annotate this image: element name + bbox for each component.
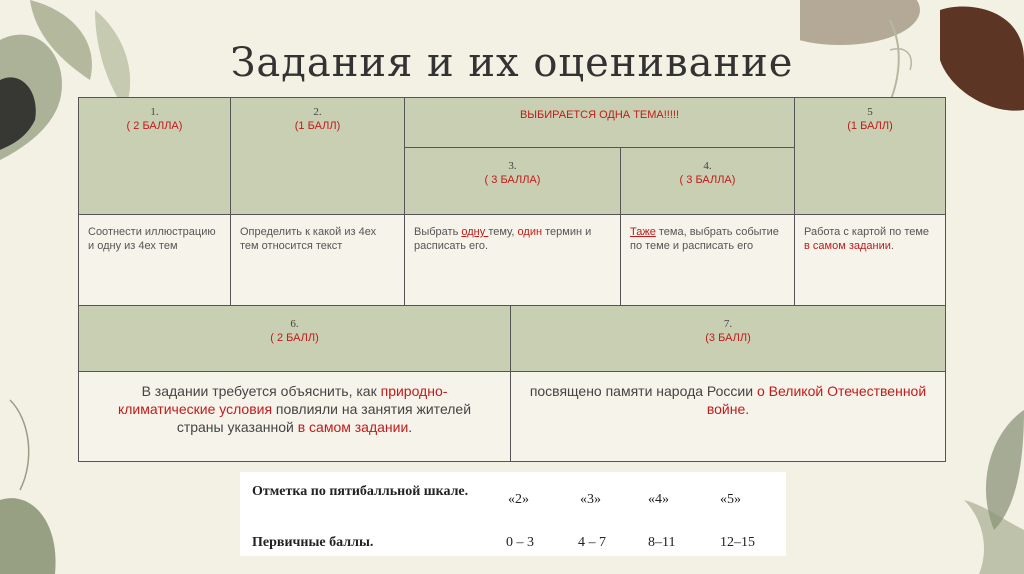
task-1-number: 1.: [150, 106, 159, 118]
grade-2: «2»: [508, 492, 529, 507]
grading-scale-table: [240, 472, 786, 556]
task-3-points: ( 3 БАЛЛА): [484, 174, 541, 186]
task-2-header: [230, 97, 405, 215]
task-3-desc-highlight: одну: [461, 226, 489, 238]
grade-row-label: Отметка по пятибалльной шкале.: [252, 484, 469, 499]
task-1-points: ( 2 БАЛЛА): [126, 120, 183, 132]
task-6-desc-highlight: в самом задании: [297, 419, 409, 435]
task-4-desc-highlight: Таже: [630, 226, 656, 238]
task-6-desc-part: В задании требуется объяснить, как: [141, 383, 381, 399]
task-6-desc-part: .: [408, 419, 413, 435]
task-5-header: [794, 97, 946, 215]
task-6-desc-highlight: природно-климатические условия: [117, 383, 448, 417]
task-7-description: [510, 371, 946, 462]
task-2-points: (1 БАЛЛ): [294, 120, 341, 132]
range-grade-4: 8–11: [648, 535, 676, 550]
decor-bottom-left-leaves: [0, 380, 90, 574]
tasks-table: [78, 97, 946, 462]
task-3-header: [404, 147, 621, 215]
task-4-header: [620, 147, 795, 215]
range-grade-2: 0 – 3: [506, 535, 534, 550]
grade-5: «5»: [720, 492, 741, 507]
task-4-number: 4.: [703, 160, 712, 172]
task-5-points: (1 БАЛЛ): [847, 120, 893, 132]
task-5-desc-part: Работа с картой по теме: [804, 226, 930, 238]
task-6-header: [78, 305, 511, 372]
task-6-description: [78, 371, 511, 462]
task-6-points: ( 2 БАЛЛ): [270, 332, 319, 344]
choose-one-topic-label: ВЫБИРАЕТСЯ ОДНА ТЕМА!!!!!: [519, 109, 680, 121]
task-7-points: (3 БАЛЛ): [705, 332, 751, 344]
task-6-desc-part: повлияли на занятия жителей страны указанной: [176, 401, 472, 435]
task-6-number: 6.: [290, 318, 299, 330]
grade-4: «4»: [648, 492, 669, 507]
task-1-description: Соотнести иллюстрацию и одну из 4ех тем: [78, 214, 231, 306]
task-3-desc-part: тему,: [488, 226, 518, 238]
task-3-desc-highlight: один: [517, 226, 543, 238]
range-grade-3: 4 – 7: [578, 535, 606, 550]
task-1-header: [78, 97, 231, 215]
task-7-desc-part: .: [745, 401, 750, 417]
task-2-number: 2.: [313, 106, 322, 118]
task-5-description: [794, 214, 946, 306]
decor-bottom-right-leaves: [944, 380, 1024, 574]
task-3-desc-part: термин и расписать его.: [414, 226, 592, 252]
task-7-desc-part: посвящено памяти народа России: [529, 383, 757, 399]
page-title: Задания и их оценивание: [230, 40, 794, 86]
task-4-description: [620, 214, 795, 306]
task-3-description: [404, 214, 621, 306]
choose-one-topic-header: [404, 97, 795, 148]
task-3-desc-part: Выбрать: [414, 226, 462, 238]
grade-3: «3»: [580, 492, 601, 507]
task-7-header: [510, 305, 946, 372]
task-5-desc-part: .: [890, 240, 894, 252]
task-4-points: ( 3 БАЛЛА): [679, 174, 736, 186]
task-5-desc-highlight: в самом задании: [804, 240, 891, 252]
task-5-number: 5: [867, 106, 873, 118]
task-3-number: 3.: [508, 160, 517, 172]
task-7-desc-highlight: о Великой Отечественной войне: [706, 383, 927, 417]
range-grade-5: 12–15: [720, 535, 755, 550]
task-7-number: 7.: [723, 318, 733, 330]
task-4-desc-part: тема, выбрать событие по теме и расписать его: [630, 226, 779, 252]
task-2-description: Определить к какой из 4ех тем относится текст: [230, 214, 405, 306]
points-row-label: Первичные баллы.: [252, 535, 374, 550]
